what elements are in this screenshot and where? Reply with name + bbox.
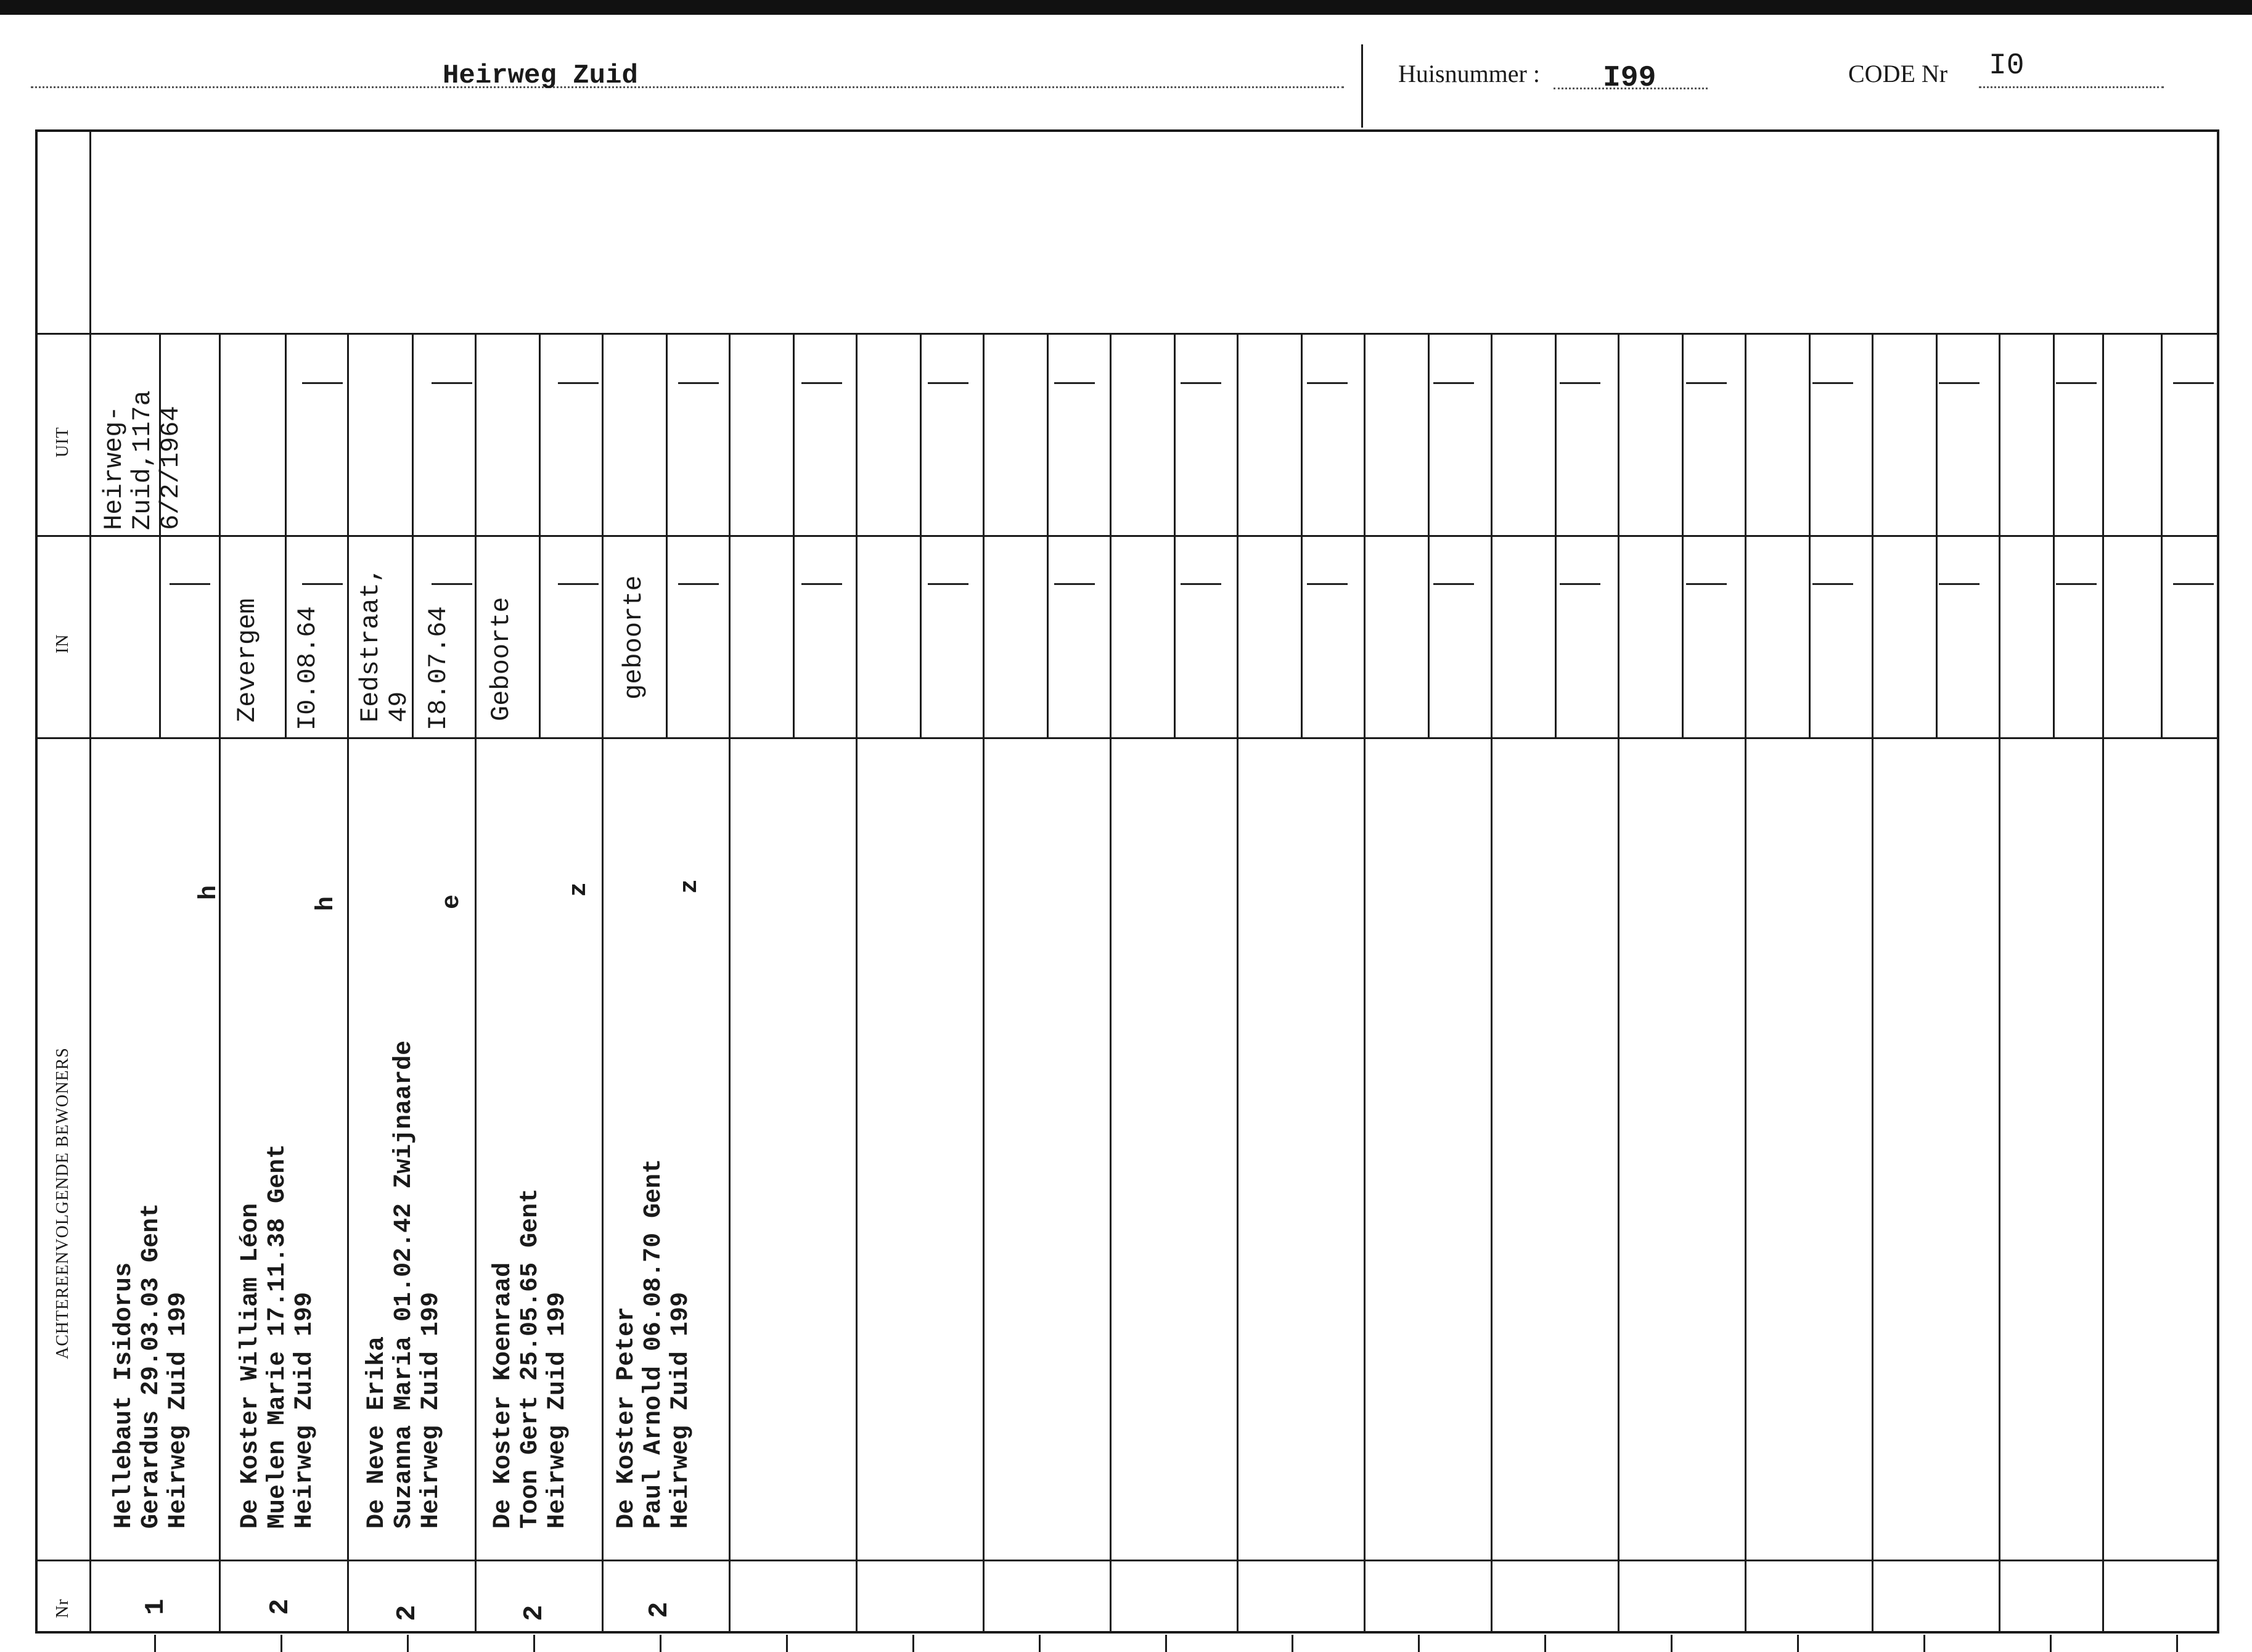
empty-dash — [558, 382, 599, 384]
resident-5-nr: 2 — [644, 1601, 675, 1618]
code-line — [1979, 86, 2164, 88]
sub-column-divider — [1809, 334, 1811, 737]
top-edge-bar — [0, 0, 2252, 15]
empty-dash — [432, 382, 472, 384]
resident-4-nr: 2 — [519, 1605, 550, 1621]
resident-3-nr: 2 — [392, 1605, 423, 1621]
resident-3-marker: e — [438, 894, 466, 909]
bottom-tick — [912, 1635, 914, 1652]
sub-column-divider — [1555, 334, 1557, 737]
bottom-tick — [280, 1635, 282, 1652]
bottom-tick — [2176, 1635, 2178, 1652]
bottom-tick — [154, 1635, 156, 1652]
resident-1: Hellebaut Isidorus Gerardus 29.03.03 Gent Heirweg Zuid 199 — [110, 1203, 192, 1529]
empty-dash — [1686, 382, 1727, 384]
sub-column-divider — [920, 334, 922, 737]
street-name: Heirweg Zuid — [443, 60, 638, 91]
empty-dash — [1560, 382, 1600, 384]
empty-dash — [2173, 382, 2214, 384]
empty-dash — [1181, 382, 1221, 384]
resident-3-in-date: I8.07.64 — [424, 606, 453, 730]
empty-dash — [678, 583, 719, 585]
resident-5-in: geboorte — [619, 575, 649, 700]
column-divider — [1999, 333, 2000, 1632]
empty-dash — [801, 583, 842, 585]
resident-2-marker: h — [313, 896, 340, 911]
sub-column-divider — [793, 334, 795, 737]
empty-dash — [302, 382, 343, 384]
in-residents-divider — [36, 737, 2218, 739]
bottom-tick — [786, 1635, 788, 1652]
empty-dash — [558, 583, 599, 585]
empty-dash — [928, 382, 968, 384]
column-divider — [983, 333, 985, 1632]
house-number-label: Huisnummer : — [1398, 60, 1540, 88]
bottom-tick — [1039, 1635, 1041, 1652]
sub-column-divider — [285, 334, 287, 737]
code-number: I0 — [1989, 49, 2025, 83]
bottom-tick — [1544, 1635, 1546, 1652]
sub-column-divider — [1682, 334, 1684, 737]
house-number: I99 — [1603, 62, 1656, 95]
empty-dash — [928, 583, 968, 585]
empty-dash — [1939, 382, 1980, 384]
bottom-tick — [1292, 1635, 1293, 1652]
empty-dash — [302, 583, 343, 585]
resident-4: De Koster Koenraad Toon Gert 25.05.65 Gent Heirweg Zuid 199 — [489, 1188, 571, 1529]
sub-column-divider — [539, 334, 541, 737]
column-divider — [729, 333, 731, 1632]
resident-4-marker: z — [565, 881, 593, 897]
empty-dash — [1686, 583, 1727, 585]
column-divider — [602, 333, 604, 1632]
resident-5: De Koster Peter Paul Arnold 06.08.70 Gent Heirweg Zuid 199 — [613, 1158, 695, 1529]
column-divider — [1491, 333, 1492, 1632]
sub-column-divider — [1174, 334, 1176, 737]
resident-1-out: Heirweg- Zuid,117a 6/2/1964 — [99, 390, 186, 530]
column-divider — [347, 333, 349, 1632]
empty-dash — [1812, 382, 1853, 384]
sub-column-divider — [1936, 334, 1938, 737]
empty-dash — [1812, 583, 1853, 585]
empty-dash — [2056, 583, 2097, 585]
column-divider — [2102, 333, 2104, 1632]
sub-column-divider — [1428, 334, 1430, 737]
resident-2-in-place: Zevergem — [232, 598, 262, 722]
resident-3: De Neve Erika Suzanna Maria 01.02.42 Zwijnaarde Heirweg Zuid 199 — [363, 1040, 445, 1529]
empty-dash — [2056, 382, 2097, 384]
column-divider — [1237, 333, 1239, 1632]
resident-3-in-place: Eedstraat, 49 — [356, 566, 414, 722]
empty-dash — [1939, 583, 1980, 585]
label-column-divider — [89, 131, 91, 1634]
empty-dash — [170, 583, 210, 585]
column-divider — [1745, 333, 1746, 1632]
column-divider — [856, 333, 858, 1632]
empty-dash — [2173, 583, 2214, 585]
uit-label: UIT — [53, 427, 72, 457]
bottom-tick — [1418, 1635, 1420, 1652]
column-divider — [219, 333, 221, 1632]
resident-4-in: Geboorte — [486, 597, 516, 721]
bottom-tick — [407, 1635, 409, 1652]
sub-column-divider — [2161, 334, 2163, 737]
column-divider — [1110, 333, 1112, 1632]
uit-band-top — [36, 333, 2218, 335]
resident-1-marker: h — [195, 885, 223, 900]
empty-dash — [678, 382, 719, 384]
empty-dash — [1181, 583, 1221, 585]
empty-dash — [1560, 583, 1600, 585]
empty-dash — [1433, 583, 1474, 585]
residents-nr-divider — [36, 1560, 2218, 1561]
empty-dash — [1054, 382, 1095, 384]
in-label: IN — [53, 634, 72, 653]
empty-dash — [1307, 382, 1348, 384]
sub-column-divider — [666, 334, 668, 737]
bottom-tick — [1671, 1635, 1673, 1652]
residents-label: ACHTEREENVOLGENDE BEWONERS — [53, 1047, 72, 1359]
sub-column-divider — [1301, 334, 1303, 737]
empty-dash — [432, 583, 472, 585]
street-field-line — [31, 86, 1344, 88]
column-divider — [1872, 333, 1873, 1632]
bottom-tick — [660, 1635, 661, 1652]
bottom-tick — [1797, 1635, 1799, 1652]
empty-dash — [801, 382, 842, 384]
nr-label: Nr — [53, 1598, 72, 1618]
empty-dash — [1054, 583, 1095, 585]
resident-1-nr: 1 — [141, 1598, 171, 1615]
uit-in-divider — [36, 535, 2218, 537]
column-divider — [475, 333, 477, 1632]
empty-dash — [1307, 583, 1348, 585]
bottom-tick — [1165, 1635, 1167, 1652]
header-divider — [1361, 44, 1363, 128]
column-divider — [1618, 333, 1619, 1632]
resident-5-marker: z — [676, 878, 704, 894]
sub-column-divider — [1047, 334, 1049, 737]
sub-column-divider — [2053, 334, 2055, 737]
resident-2: De Koster William Léon Muelen Marie 17.11.38 Gent Heirweg Zuid 199 — [237, 1143, 319, 1529]
bottom-tick — [533, 1635, 535, 1652]
resident-2-in-date: I0.08.64 — [293, 606, 322, 730]
bottom-tick — [2050, 1635, 2052, 1652]
bottom-tick — [1923, 1635, 1925, 1652]
code-label: CODE Nr — [1848, 60, 1948, 88]
column-divider — [1364, 333, 1366, 1632]
resident-2-nr: 2 — [265, 1598, 296, 1615]
empty-dash — [1433, 382, 1474, 384]
